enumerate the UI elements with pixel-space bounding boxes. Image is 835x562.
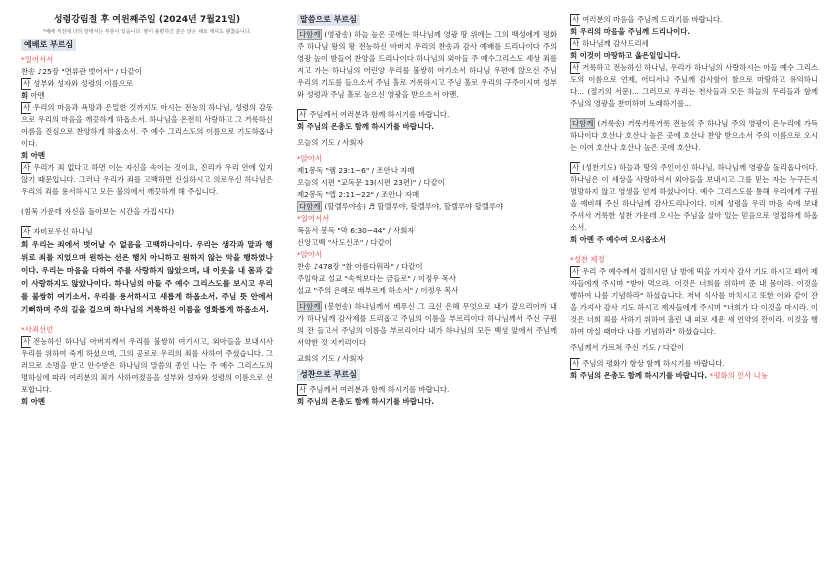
hymn-line: 찬송 ♪25장 "면류관 벗어서" / 다같이: [21, 67, 142, 76]
congregation-marker: 회: [21, 151, 29, 160]
congregation-marker: 회: [570, 235, 578, 244]
alleluia-line: 다함께 (할렐루야송) ♬ 할렐루야, 할렐루야, 할렐루야 할렐루야: [299, 202, 504, 211]
eucharistic-prayer: 사 (성찬기도) 하늘과 땅의 주인이신 하나님, 하나님께 영광을 돌리옵나이다. 하나님은 이 세상을 사랑하셔서 외아들을 보내시고 그를 믿는 자는 누구든지 멸망하지 않고 영생을 얻게 하셨나이다. 예수 그리스도를 통해 우리에게 구원을 예비해 주신 하나님께 감사드리나이다. 이제 성령을 우리 마음 속에 보내 주셔서 거룩한 성찬 가운데 오시는 주님을 살아 있는 믿음으로 영접하게 하옵소서.: [570, 163, 818, 232]
response-line: 회 주님의 은총도 함께 하시기를 바랍니다.: [297, 122, 435, 131]
all-marker: 다함께: [299, 202, 321, 211]
congregation-marker: 회: [21, 240, 29, 249]
all-marker: 다함께: [572, 119, 594, 128]
offertory-paragraph: 다함께 (봉헌송) 하나님께서 베푸신 그 크신 은혜 무엇으로 내가 갚으리이까 내가 하나님께 감사제를 드리옵고 주님의 이름을 부르리이다 하나님께서 주신 구원의 잔 들고서 주님의 이름을 부르리이다 내가 하나님의 모든 백성 앞에서 주님께 서약한 것 지키리이다: [297, 302, 557, 347]
section-sacrament: 성찬으로 부르심: [297, 369, 360, 381]
leader-line: 사 주님께서 여러분과 함께 하시기를 바랍니다.: [299, 110, 450, 119]
stand-cue: *일어서서: [21, 55, 54, 64]
leader-marker: 사: [572, 39, 580, 48]
response-line: 회 아멘 주 예수여 오시옵소서: [570, 235, 666, 244]
congregation-marker: 회: [21, 397, 29, 406]
page-note: *예배 직전에 다리 앞에서는 부분이 있습니다. 옆이 볼편하신 분은 앉은 채로 계셔도 괜찮습니다.: [42, 29, 252, 35]
gospel-line: 복음서 봉독 "막 6:30~44" / 사회자: [297, 226, 415, 235]
leader-marker: 사: [23, 227, 31, 236]
institution-paragraph: 사 우리 주 예수께서 잡히시던 날 밤에 떡을 가지사 감사 기도 하시고 떼어 제자들에게 주시며 "받아 먹으라. 이것은 너희를 위하여 준 내 몸이라. 이것을 행하여 나를 기념하라" 하셨습니다. 저녁 식사를 마치시고 또한 이와 같이 잔을 가지사 감사 기도 하시고 제자들에게 주시며 "너희가 다 이것을 마시라. 이것은 너희 죄를 사하기 위하여 흘린 내 피로 세운 새 언약의 잔이라. 이것을 행하여 마실 때마다 나를 기념하라" 하셨습니다.: [570, 267, 818, 336]
leader-paragraph: 사 우리가 죄 없다고 하면 이는 자신을 속이는 것이요, 진리가 우리 안에 있지 않기 때문입니다. 그러나 우리가 죄를 고백하면 신실하시고 의로우신 하나님은 우리의 죄를 용서하시고 모든 불의에서 깨끗하게 해 주십니다.: [21, 163, 273, 196]
response-line: 회 아멘: [21, 91, 45, 100]
leader-marker: 사: [299, 110, 307, 119]
creed-line: 신앙고백 "사도신조" / 다같이: [297, 238, 392, 247]
absolution-heading: *사죄선언: [21, 325, 54, 334]
peace-note: *평화의 인사 나눔: [709, 371, 769, 380]
prayer-line: 오늘의 기도 / 사회자: [297, 138, 364, 147]
sit-cue: *앉아서: [297, 154, 323, 163]
page-title: 성령강림절 후 여윈째주일 (2024년 7월21일): [53, 15, 241, 25]
leader-line: 사 자비로우신 하나님: [23, 227, 93, 236]
reading-1: 제1봉독 "렘 23:1~6" / 조안나 자매: [297, 166, 415, 175]
section-call-to-worship: 예배로 부르심: [21, 39, 76, 51]
sit-cue: *앉아서: [297, 250, 323, 259]
sanctus-paragraph: 다함께 (거룩송) 거룩거룩거룩 전능의 주 하나님 주의 영광이 온누리에 가득하나이다 호산나 호산나 높은 곳에 호산나 찬양 받으소서 주의 이름으로 오시는 이여 호산나 호산나 높은 곳에 호산나.: [570, 119, 818, 152]
congregation-marker: 회: [570, 27, 578, 36]
response-line: 회 우리의 마음을 주님께 드리나이다.: [570, 27, 691, 36]
column-3: [570, 14, 818, 382]
preface-paragraph: 사 거룩하고 전능하신 하나님, 우리가 하나님의 사랑하시는 아들 예수 그리스도의 이름으로 언제, 어디서나 주님께 감사함이 참으로 마땅하고 유익하니다... (절기의 서문)... 그러므로 우리는 천사들과 모든 하늘의 무리들과 함께 주님의 영광을 찬미하며 노래하기를...: [570, 63, 818, 108]
all-marker: 다함께: [299, 302, 321, 311]
children-sermon: 주일학교 설교 "속썩보다는 금들로" / 이정우 목사: [297, 274, 457, 283]
leader-line: 사 성부와 성자와 성령의 이름으로: [23, 79, 134, 88]
leader-paragraph: 사 우리의 마음과 욕망과 은밀한 것까지도 아시는 전능의 하나님, 성령의 감동으로 우리의 마음을 깨끗하게 하옵소서. 하나님을 온전히 사랑하고 그 거룩하신 이름을 진심으로 찬양하게 하옵소서. 주 예수 그리스도의 이름으로 기도하옵나이다.: [21, 103, 273, 148]
church-prayer: 교회의 기도 / 사회자: [297, 354, 364, 363]
response-line: 회 아멘: [21, 397, 45, 406]
psalm-line: 오늘의 시편 "교독문 13(시편 23편)" / 다같이: [297, 178, 445, 187]
reading-2: 제2봉독 "엡 2:11~22" / 조안나 자매: [297, 190, 420, 199]
leader-line: 사 주님의 평화가 항상 함께 하시기를 바랍니다.: [572, 359, 725, 368]
confession-paragraph: 회 우리는 죄에서 벗어날 수 없음을 고백하나이다. 우리는 생각과 말과 행위로 죄를 지었으며 원하는 선은 행치 아니하고 원하지 않는 악을 행하였나이다. 우리는 마음을 다하여 주를 사랑하지 않았으며, 내 이웃을 내 몸과 같이 사랑하지도 않았나이다. 하나님의 아들 주 예수 그리스도를 보시고 우리를 불쌍히 여기소서. 우리를 용서하시고 새롭게 하옵소서. 주님 뜻 안에서 기뻐하며 주의 길을 걸으며 하나님의 거룩하신 이름을 영화롭게 하옵소서.: [21, 240, 273, 314]
response-line: 회 아멘: [21, 151, 45, 160]
column-1: [21, 14, 273, 408]
leader-marker: 사: [23, 337, 31, 346]
congregation-marker: 회: [570, 371, 578, 380]
leader-marker: 사: [572, 359, 580, 368]
leader-line: 사 주님께서 여러분과 함께 하시기를 바랍니다.: [299, 385, 450, 394]
gloria-paragraph: 다함께 (영광송) 하늘 높은 곳에는 하나님께 영광 땅 위에는 그의 백성에게 평화 주 하나님 왕의 왕 전능하신 아버지 우리의 찬송과 감사 예배를 드리나이다 주의 영광 높이 받들어 찬양을 드리나이다 하나님의 외아들 주 예수그리스도 세상 죄를 지고 가는 하나님의 어린양 우리를 불쌍히 여기소서 하나님 우편에 앉으신 주님 우리의 기도를 들으소서 주님 홀로 거룩하시고 주님 홀로 우리의 구주이시며 성부와 성령과 주님 홀로 높으신 영광을 받으소서 아멘.: [297, 30, 557, 99]
leader-marker: 사: [299, 385, 307, 394]
stand-cue: *일어서서: [297, 214, 330, 223]
silence-note: (침묵 가운데 자신을 돌아보는 시간을 가집시다): [21, 207, 175, 216]
leader-marker: 사: [23, 163, 31, 172]
leader-marker: 사: [23, 79, 31, 88]
congregation-marker: 회: [297, 397, 305, 406]
congregation-marker: 회: [21, 91, 29, 100]
section-word: 말씀으로 부르심: [297, 14, 360, 26]
leader-paragraph: 사 전능하신 하나님 아버지께서 우리를 불쌍히 여기시고, 외아들을 보내시사 우리를 위하여 죽게 하셨으며, 그의 공로로 우리의 죄를 사하여 주셨습니다. 그러므로 소명을 받고 안수받은 하나님의 말씀의 종인 나는 주 예수 그리스도의 명하심에 따라 여러분의 죄가 사하여졌음을 성부와 성자와 성령의 이름으로 선포합니다.: [21, 337, 273, 394]
leader-marker: 사: [572, 15, 580, 24]
all-marker: 다함께: [299, 30, 321, 39]
response-line: 회 이것이 마땅하고 옳은일입니다.: [570, 51, 681, 60]
leader-marker: 사: [23, 103, 31, 112]
lords-prayer-line: 주님께서 가르쳐 주신 기도 / 다같이: [570, 343, 685, 352]
congregation-marker: 회: [297, 122, 305, 131]
leader-line: 사 여러분의 마음을 주님께 드리기를 바랍니다.: [572, 15, 723, 24]
leader-marker: 사: [572, 63, 580, 72]
column-2: [297, 14, 557, 408]
sermon-line: 설교 "주의 은혜로 배부르게 하소서" / 이정우 목사: [297, 286, 459, 295]
congregation-marker: 회: [570, 51, 578, 60]
response-line: 회 주님의 은총도 함께 하시기를 바랍니다.: [297, 397, 435, 406]
leader-line: 사 하나님께 감사드리세: [572, 39, 649, 48]
leader-marker: 사: [572, 267, 580, 276]
hymn-line: 찬송 ♪478장 "참 아름다워라" / 다같이: [297, 262, 423, 271]
institution-heading: *성찬 제정: [570, 255, 605, 264]
leader-marker: 사: [572, 163, 580, 172]
response-line: 회 주님의 은총도 함께 하시기를 바랍니다. *평화의 인사 나눔: [570, 371, 769, 380]
